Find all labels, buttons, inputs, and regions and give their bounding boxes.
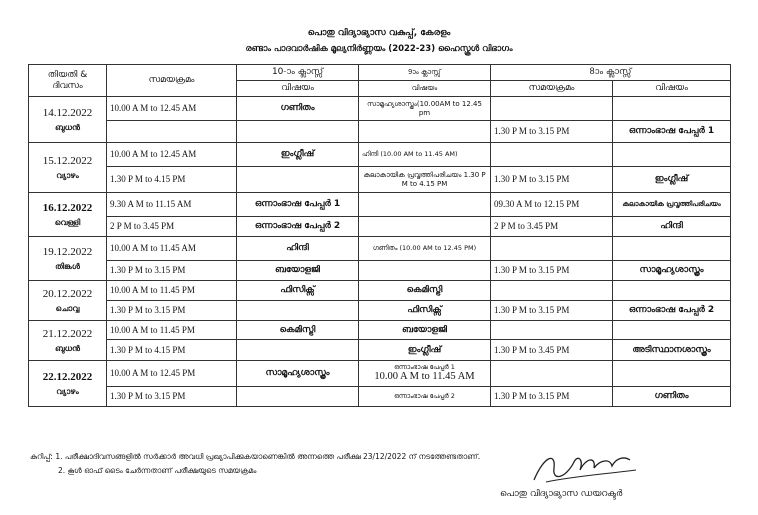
class8-subject: ഹിന്ദി bbox=[613, 217, 731, 237]
class8-subject bbox=[613, 143, 731, 167]
class8-subject bbox=[613, 321, 731, 340]
class9-subject-name: ഒന്നാംഭാഷ പേപ്പർ 1 bbox=[394, 362, 455, 371]
day: ചൊവ്വ bbox=[55, 303, 80, 313]
class10-subject: സാമൂഹ്യശാസ്ത്രം bbox=[237, 361, 359, 387]
day: ബുധൻ bbox=[55, 122, 80, 132]
class9-subject: ഹിന്ദി (10.00 AM to 11.45 AM) bbox=[359, 143, 491, 167]
class8-time bbox=[491, 361, 613, 387]
class9-subject-time: 10.00 A M to 11.45 AM bbox=[374, 371, 475, 383]
director-title: പൊതു വിദ്യാഭ്യാസ ഡയറക്ടർ bbox=[500, 489, 623, 499]
class10-subject bbox=[237, 121, 359, 143]
time-cell: 10.00 A M to 11.45 AM bbox=[107, 237, 237, 261]
class10-subject: ഗണിതം bbox=[237, 97, 359, 121]
doc-subtitle: രണ്ടാം പാദവാർഷിക മൂല്യനിർണ്ണയം (2022-23) ഹൈസ്കൂൾ വിഭാഗം bbox=[245, 44, 513, 54]
header-subject-9: വിഷയം bbox=[359, 81, 491, 97]
time-cell: 10.00 A M to 12.45 PM bbox=[107, 361, 237, 387]
time-cell: 2 P M to 3.45 PM bbox=[107, 217, 237, 237]
note-2: 2. കൂൾ ഓഫ് ടൈം ചേർന്നതാണ് പരീക്ഷയുടെ സമയക്രമം bbox=[58, 465, 257, 475]
class8-time: 1.30 P M to 3.15 PM bbox=[491, 167, 613, 193]
time-cell: 10.00 A M to 11.45 PM bbox=[107, 281, 237, 301]
class10-subject: ഒന്നാംഭാഷ പേപ്പർ 1 bbox=[237, 193, 359, 217]
date: 19.12.2022 bbox=[42, 246, 93, 259]
date-cell bbox=[29, 97, 107, 143]
class8-time: 1.30 P M to 3.45 PM bbox=[491, 340, 613, 361]
class8-time: 1.30 P M to 3.15 PM bbox=[491, 387, 613, 407]
date: 20.12.2022 bbox=[42, 288, 93, 301]
class10-subject bbox=[237, 167, 359, 193]
class9-subject bbox=[359, 361, 491, 387]
date-cell bbox=[29, 321, 107, 361]
class10-subject: കെമിസ്ട്രി bbox=[237, 321, 359, 340]
class9-subject: ഫിസിക്സ് bbox=[359, 301, 491, 321]
header-subject-10: വിഷയം bbox=[237, 81, 359, 97]
time-cell: 1.30 P M to 3.15 PM bbox=[107, 301, 237, 321]
class8-time bbox=[491, 237, 613, 261]
date-cell bbox=[29, 361, 107, 407]
class8-subject bbox=[613, 237, 731, 261]
date: 21.12.2022 bbox=[42, 328, 93, 341]
class9-subject bbox=[359, 217, 491, 237]
day: തിങ്കൾ bbox=[55, 261, 80, 271]
class9-subject bbox=[359, 261, 491, 281]
time-cell bbox=[107, 121, 237, 143]
class8-time: 09.30 A M to 12.15 PM bbox=[491, 193, 613, 217]
time-cell: 10.00 A M to 12.45 AM bbox=[107, 97, 237, 121]
time-cell: 1.30 P M to 3.15 PM bbox=[107, 387, 237, 407]
class10-subject: ബയോളജി bbox=[237, 261, 359, 281]
class10-subject bbox=[237, 340, 359, 361]
header-subject-8: വിഷയം bbox=[613, 81, 731, 97]
time-cell: 1.30 P M to 3.15 PM bbox=[107, 261, 237, 281]
day: വെള്ളി bbox=[54, 217, 81, 227]
header-class-8: 8ാം ക്ലാസ്സ് bbox=[491, 65, 731, 81]
class9-subject bbox=[359, 121, 491, 143]
class8-subject: ഒന്നാംഭാഷ പേപ്പർ 1 bbox=[613, 121, 731, 143]
class8-subject bbox=[613, 281, 731, 301]
class8-time: 1.30 P M to 3.15 PM bbox=[491, 261, 613, 281]
date-cell bbox=[29, 143, 107, 193]
day: വ്യാഴം bbox=[56, 386, 79, 396]
time-cell: 1.30 P M to 4.15 PM bbox=[107, 167, 237, 193]
class9-subject: കെമിസ്ട്രി bbox=[359, 281, 491, 301]
header-time: സമയക്രമം bbox=[107, 65, 237, 97]
time-cell: 9.30 A M to 11.15 AM bbox=[107, 193, 237, 217]
class8-subject: അടിസ്ഥാനശാസ്ത്രം bbox=[613, 340, 731, 361]
note-1: കുറിപ്പ്: 1. പരീക്ഷാദിവസങ്ങളിൽ സർക്കാർ അവധി പ്രഖ്യാപിക്കുകയാണെങ്കിൽ അന്നത്തെ പരീക്ഷ 23/12/2022 ന് നടത്തേണ്ടതാണ്. bbox=[30, 452, 481, 461]
time-cell: 10.00 A M to 12.45 AM bbox=[107, 143, 237, 167]
class8-subject: കലാകായിക പ്രവൃത്തിപരിചയം bbox=[613, 193, 731, 217]
header-date-day: തിയതി & ദിവസം bbox=[29, 65, 107, 97]
date: 15.12.2022 bbox=[42, 155, 93, 168]
class8-subject bbox=[613, 97, 731, 121]
date: 16.12.2022 bbox=[42, 202, 93, 215]
date-cell bbox=[29, 281, 107, 321]
class9-subject: ബയോളജി bbox=[359, 321, 491, 340]
notes bbox=[30, 450, 480, 477]
class8-subject bbox=[613, 361, 731, 387]
header-class-9: 9ാം ക്ലാസ്സ് bbox=[359, 65, 491, 81]
class8-subject: ഇംഗ്ലീഷ് bbox=[613, 167, 731, 193]
class9-subject: ഗണിതം (10.00 AM to 12.45 PM) bbox=[359, 237, 491, 261]
time-cell: 1.30 P M to 4.15 PM bbox=[107, 340, 237, 361]
class10-subject bbox=[237, 301, 359, 321]
class8-time bbox=[491, 97, 613, 121]
day: വ്യാഴം bbox=[56, 170, 79, 180]
class8-time: 1.30 P M to 3.15 PM bbox=[491, 301, 613, 321]
class8-subject: ഒന്നാംഭാഷ പേപ്പർ 2 bbox=[613, 301, 731, 321]
class9-subject: സാമൂഹ്യശാസ്ത്രം(10.00AM to 12.45 pm bbox=[359, 97, 491, 121]
class10-subject: ഇംഗ്ലീഷ് bbox=[237, 143, 359, 167]
class8-time: 2 P M to 3.45 PM bbox=[491, 217, 613, 237]
header-time-8: സമയക്രമം bbox=[491, 81, 613, 97]
class10-subject: ഫിസിക്സ് bbox=[237, 281, 359, 301]
header-class-10: 10-ാം ക്ലാസ്സ് bbox=[237, 65, 359, 81]
class9-subject: ഇംഗ്ലീഷ് bbox=[359, 340, 491, 361]
doc-title: പൊതു വിദ്യാഭ്യാസ വകുപ്പ്, കേരളം bbox=[307, 28, 451, 38]
class10-subject bbox=[237, 387, 359, 407]
date-cell bbox=[29, 237, 107, 281]
day: ബുധൻ bbox=[55, 343, 80, 353]
class8-time bbox=[491, 143, 613, 167]
class10-subject: ഒന്നാംഭാഷ പേപ്പർ 2 bbox=[237, 217, 359, 237]
date: 22.12.2022 bbox=[42, 371, 93, 384]
class8-subject: ഗണിതം bbox=[613, 387, 731, 407]
class9-subject bbox=[359, 193, 491, 217]
time-cell: 10.00 A M to 11.45 PM bbox=[107, 321, 237, 340]
exam-timetable bbox=[28, 64, 731, 407]
class9-subject: ഒന്നാംഭാഷ പേപ്പർ 2 bbox=[359, 387, 491, 407]
class9-subject: കലാകായിക പ്രവൃത്തിപരിചയം 1.30 P M to 4.15 PM bbox=[359, 167, 491, 193]
class8-time bbox=[491, 321, 613, 340]
date: 14.12.2022 bbox=[42, 107, 93, 120]
class8-subject: സാമൂഹ്യശാസ്ത്രം bbox=[613, 261, 731, 281]
director-signature bbox=[526, 448, 656, 488]
date-cell bbox=[29, 193, 107, 237]
class8-time: 1.30 P M to 3.15 PM bbox=[491, 121, 613, 143]
class10-subject: ഹിന്ദി bbox=[237, 237, 359, 261]
class8-time bbox=[491, 281, 613, 301]
